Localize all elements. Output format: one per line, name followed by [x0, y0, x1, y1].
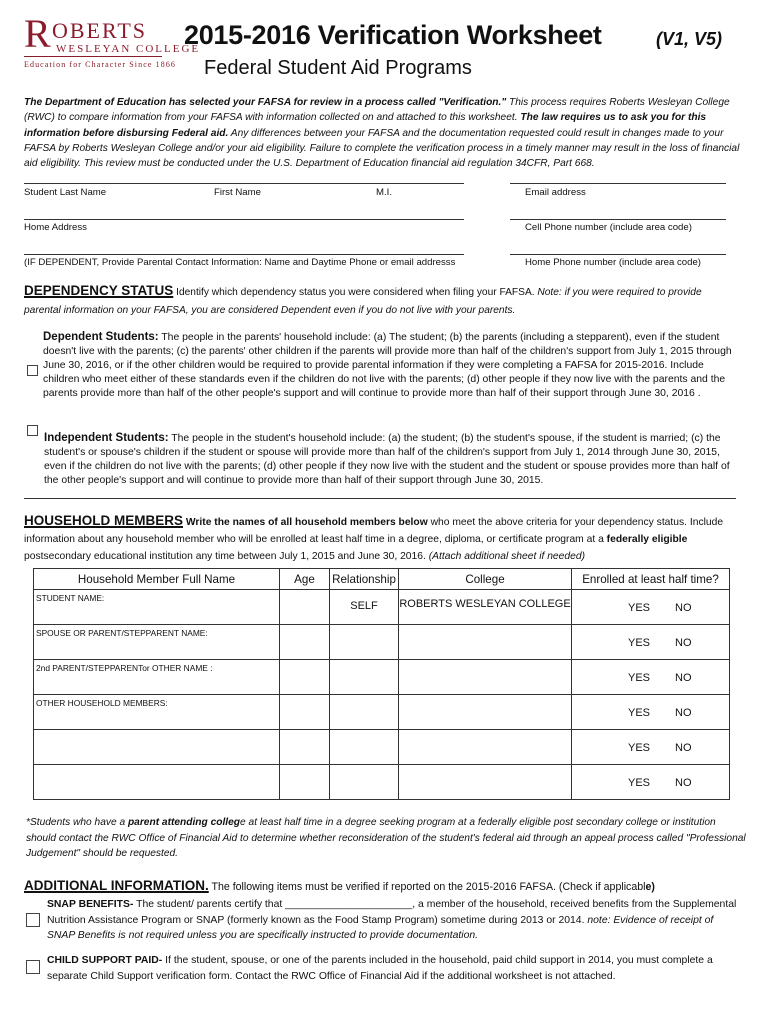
col-header-age: Age	[280, 569, 330, 590]
yes-option[interactable]: YES	[628, 637, 651, 649]
yes-option[interactable]: YES	[628, 602, 651, 614]
independent-label: Independent Students:	[44, 432, 169, 444]
snap-note: note: Evidence of receipt of SNAP Benefits is not required unless you are specifically instructed to provide documentation.	[47, 914, 714, 941]
snap-paragraph	[47, 897, 737, 944]
household-table	[33, 568, 730, 800]
age-cell[interactable]	[280, 625, 330, 660]
logo-name: OBERTS	[52, 18, 148, 43]
col-header-name: Household Member Full Name	[34, 569, 280, 590]
child-support-paragraph	[47, 953, 737, 984]
enrolled-cell	[572, 695, 730, 730]
intro-lead: The Department of Education has selected your FAFSA for review in a process called "Verification."	[24, 97, 507, 108]
additional-heading: ADDITIONAL INFORMATION.	[24, 878, 209, 893]
cell-phone-label: Cell Phone number (include area code)	[525, 222, 692, 233]
parent-contact-line[interactable]	[24, 254, 464, 255]
enrolled-cell	[572, 625, 730, 660]
enrolled-cell	[572, 730, 730, 765]
yes-option[interactable]: YES	[628, 742, 651, 754]
last-name-label: Student Last Name	[24, 187, 107, 198]
table-header-row	[34, 569, 730, 590]
age-cell[interactable]	[280, 695, 330, 730]
age-cell[interactable]	[280, 730, 330, 765]
logo-subname: WESLEYAN COLLEGE	[56, 43, 201, 55]
logo-initial: R	[24, 11, 51, 56]
relationship-cell[interactable]	[330, 660, 399, 695]
col-header-relationship: Relationship	[330, 569, 399, 590]
table-row	[34, 730, 730, 765]
relationship-cell[interactable]	[330, 730, 399, 765]
household-intro-text: who meet the above criteria for your dependency status. Include information about any household member who will be enrolled at least half time in a degree, diploma, or certificate program at a	[24, 517, 724, 545]
name-cell[interactable]	[34, 625, 280, 660]
college-cell[interactable]	[399, 590, 572, 625]
col-header-college: College	[399, 569, 572, 590]
name-cell[interactable]	[34, 695, 280, 730]
page-title: 2015-2016 Verification Worksheet	[184, 20, 602, 50]
yes-option[interactable]: YES	[628, 777, 651, 789]
no-option[interactable]: NO	[675, 707, 692, 719]
college-cell[interactable]	[399, 660, 572, 695]
age-cell[interactable]	[280, 660, 330, 695]
relationship-cell[interactable]	[330, 625, 399, 660]
dependent-paragraph	[43, 330, 735, 401]
table-row	[34, 695, 730, 730]
independent-paragraph	[44, 431, 734, 488]
enrolled-cell	[572, 590, 730, 625]
college-cell[interactable]	[399, 625, 572, 660]
page-subtitle: Federal Student Aid Programs	[204, 57, 472, 79]
snap-checkbox[interactable]	[26, 913, 40, 927]
yes-option[interactable]: YES	[628, 672, 651, 684]
first-name-label: First Name	[214, 187, 261, 198]
relationship-cell[interactable]	[330, 695, 399, 730]
name-cell[interactable]	[34, 590, 280, 625]
row-label: OTHER HOUSEHOLD MEMBERS:	[36, 698, 168, 708]
intro-text-2: Any differences between your FAFSA and the documentation requested could result in changes made to your FAFSA by Roberts Wesleyan College and/or your aid eligibility. Failure to complete the verification process in a timely manner may result in the loss of financial aid eligibility. This review must be conducted under the U.S. Department of Education financial aid regulation 34CFR, Part 668.	[24, 127, 740, 170]
table-row	[34, 590, 730, 625]
additional-intro	[24, 877, 752, 896]
household-heading: HOUSEHOLD MEMBERS	[24, 513, 184, 528]
dependency-section	[24, 282, 736, 320]
footnote-bold: parent attending colleg	[127, 817, 241, 828]
section-divider	[24, 498, 736, 499]
name-line[interactable]	[24, 183, 464, 184]
additional-intro-end: e)	[645, 881, 655, 893]
household-intro-bold: Write the names of all household members below	[183, 517, 428, 528]
email-line[interactable]	[510, 183, 726, 184]
version-label: (V1, V5)	[656, 29, 723, 49]
row-label: 2nd PARENT/STEPPARENTor OTHER NAME :	[36, 663, 213, 673]
home-address-label: Home Address	[24, 222, 87, 233]
logo-tagline: Education for Character Since 1866	[24, 60, 177, 69]
no-option[interactable]: NO	[675, 637, 692, 649]
attach-note: (Attach additional sheet if needed)	[425, 551, 585, 562]
household-intro-text-2: postsecondary educational institution any time between July 1, 2015 and June 30, 2016.	[24, 551, 426, 562]
cell-phone-line[interactable]	[510, 219, 726, 220]
logo-divider	[24, 56, 162, 57]
table-row	[34, 660, 730, 695]
home-phone-label: Home Phone number (include area code)	[525, 257, 701, 268]
dependency-note: Note: if you were required to provide parental information on your FAFSA, you are considered Dependent even if you do not live with your parents.	[24, 287, 702, 316]
college-cell[interactable]	[399, 695, 572, 730]
enrolled-cell	[572, 660, 730, 695]
relationship-value: SELF	[350, 600, 378, 612]
no-option[interactable]: NO	[675, 777, 692, 789]
table-row	[34, 625, 730, 660]
dependency-intro: Identify which dependency status you were considered when filing your FAFSA.	[173, 287, 535, 298]
snap-text: The student/ parents certify that ______________________, a member of the household, received benefits from the Supplemental Nutrition Assistance Program or SNAP (formerly known as the Food Stamp Program) sometime during 2013 or 2014.	[47, 899, 737, 926]
no-option[interactable]: NO	[675, 602, 692, 614]
footnote-text-2: e at least half time in a degree seeking program at a federally eligible post secondary college or institution should contact the RWC Office of Financial Aid to determine whether reconsideration of the student's federal aid through an appeal process called "Professional Judgement" should be requested.	[26, 817, 746, 859]
child-support-text: If the student, spouse, or one of the parents included in the household, paid child support in 2014, you must complete a separate Child Support verification form. Contact the RWC Office of Financial Aid if the additional worksheet is not attached.	[47, 955, 713, 982]
dependent-checkbox[interactable]	[27, 365, 38, 376]
footnote-text-1: *Students who have a	[26, 817, 128, 828]
college-cell[interactable]	[399, 730, 572, 765]
age-cell[interactable]	[280, 765, 330, 800]
row-label: SPOUSE OR PARENT/STEPPARENT NAME:	[36, 628, 208, 638]
name-cell[interactable]	[34, 765, 280, 800]
email-label: Email address	[525, 187, 586, 198]
independent-text: The people in the student's household include: (a) the student; (b) the student's spouse, if the student is married; (c) the student's or spouse's children if the student or spouse will provide more than half of the children's support from July 1, 2014 through June 30, 2015, even if the children do not live with the parents; (d) other people if they now live with the student and the student or spouse provides more than half of the other people's support and will continue to provide more than half of their support through June 30, 2015.	[44, 433, 730, 486]
child-support-checkbox[interactable]	[26, 960, 40, 974]
address-line[interactable]	[24, 219, 464, 220]
yes-option[interactable]: YES	[628, 707, 651, 719]
col-header-enrolled: Enrolled at least half time?	[572, 569, 730, 590]
dependency-heading: DEPENDENCY STATUS	[24, 283, 174, 298]
enrolled-cell	[572, 765, 730, 800]
household-intro	[24, 512, 752, 565]
no-option[interactable]: NO	[675, 742, 692, 754]
relationship-cell[interactable]	[330, 590, 399, 625]
parent-contact-label: (IF DEPENDENT, Provide Parental Contact Information: Name and Daytime Phone or email addresss	[24, 257, 456, 268]
name-cell[interactable]	[34, 660, 280, 695]
name-cell[interactable]	[34, 730, 280, 765]
row-label: STUDENT NAME:	[36, 593, 105, 603]
intro-law: The law requires us to ask you for this information before disbursing Federal aid.	[24, 112, 707, 139]
dependent-label: Dependent Students:	[43, 331, 159, 343]
no-option[interactable]: NO	[675, 672, 692, 684]
college-cell[interactable]	[399, 765, 572, 800]
age-cell[interactable]	[280, 590, 330, 625]
child-support-label: CHILD SUPPORT PAID-	[47, 955, 163, 966]
college-value: ROBERTS WESLEYAN COLLEGE	[399, 598, 571, 610]
federally-eligible-text: federally eligible	[606, 534, 688, 545]
intro-paragraph	[24, 95, 750, 171]
table-row	[34, 765, 730, 800]
footnote	[26, 815, 746, 862]
independent-checkbox[interactable]	[27, 425, 38, 436]
snap-label: SNAP BENEFITS-	[47, 899, 134, 910]
intro-text-1: This process requires Roberts Wesleyan College (RWC) to compare information from your FAFSA with information collected on and attached to this worksheet.	[24, 97, 730, 124]
additional-intro-text: The following items must be verified if reported on the 2015-2016 FAFSA. (Check if applicabl	[208, 881, 646, 893]
relationship-cell[interactable]	[330, 765, 399, 800]
home-phone-line[interactable]	[510, 254, 726, 255]
dependent-text: The people in the parents' household include: (a) The student; (b) the parents (including a stepparent), even if the student doesn't live with the parents; (c) the parents' other children if the parents will provide more than half of the children's support from July 1, 2015 through June 30, 2016, or if the other children would be required to provide parental information if they were completing a FAFSA for 2015-2016. Include children who meet either of these standards even if the children do not live with the parents; (d) other people if they now live with the parents and the parents provide more than half of the other people's support and will continue to provide more than half of their support through June 30, 2016 .	[43, 332, 732, 399]
mi-label: M.I.	[376, 187, 392, 198]
